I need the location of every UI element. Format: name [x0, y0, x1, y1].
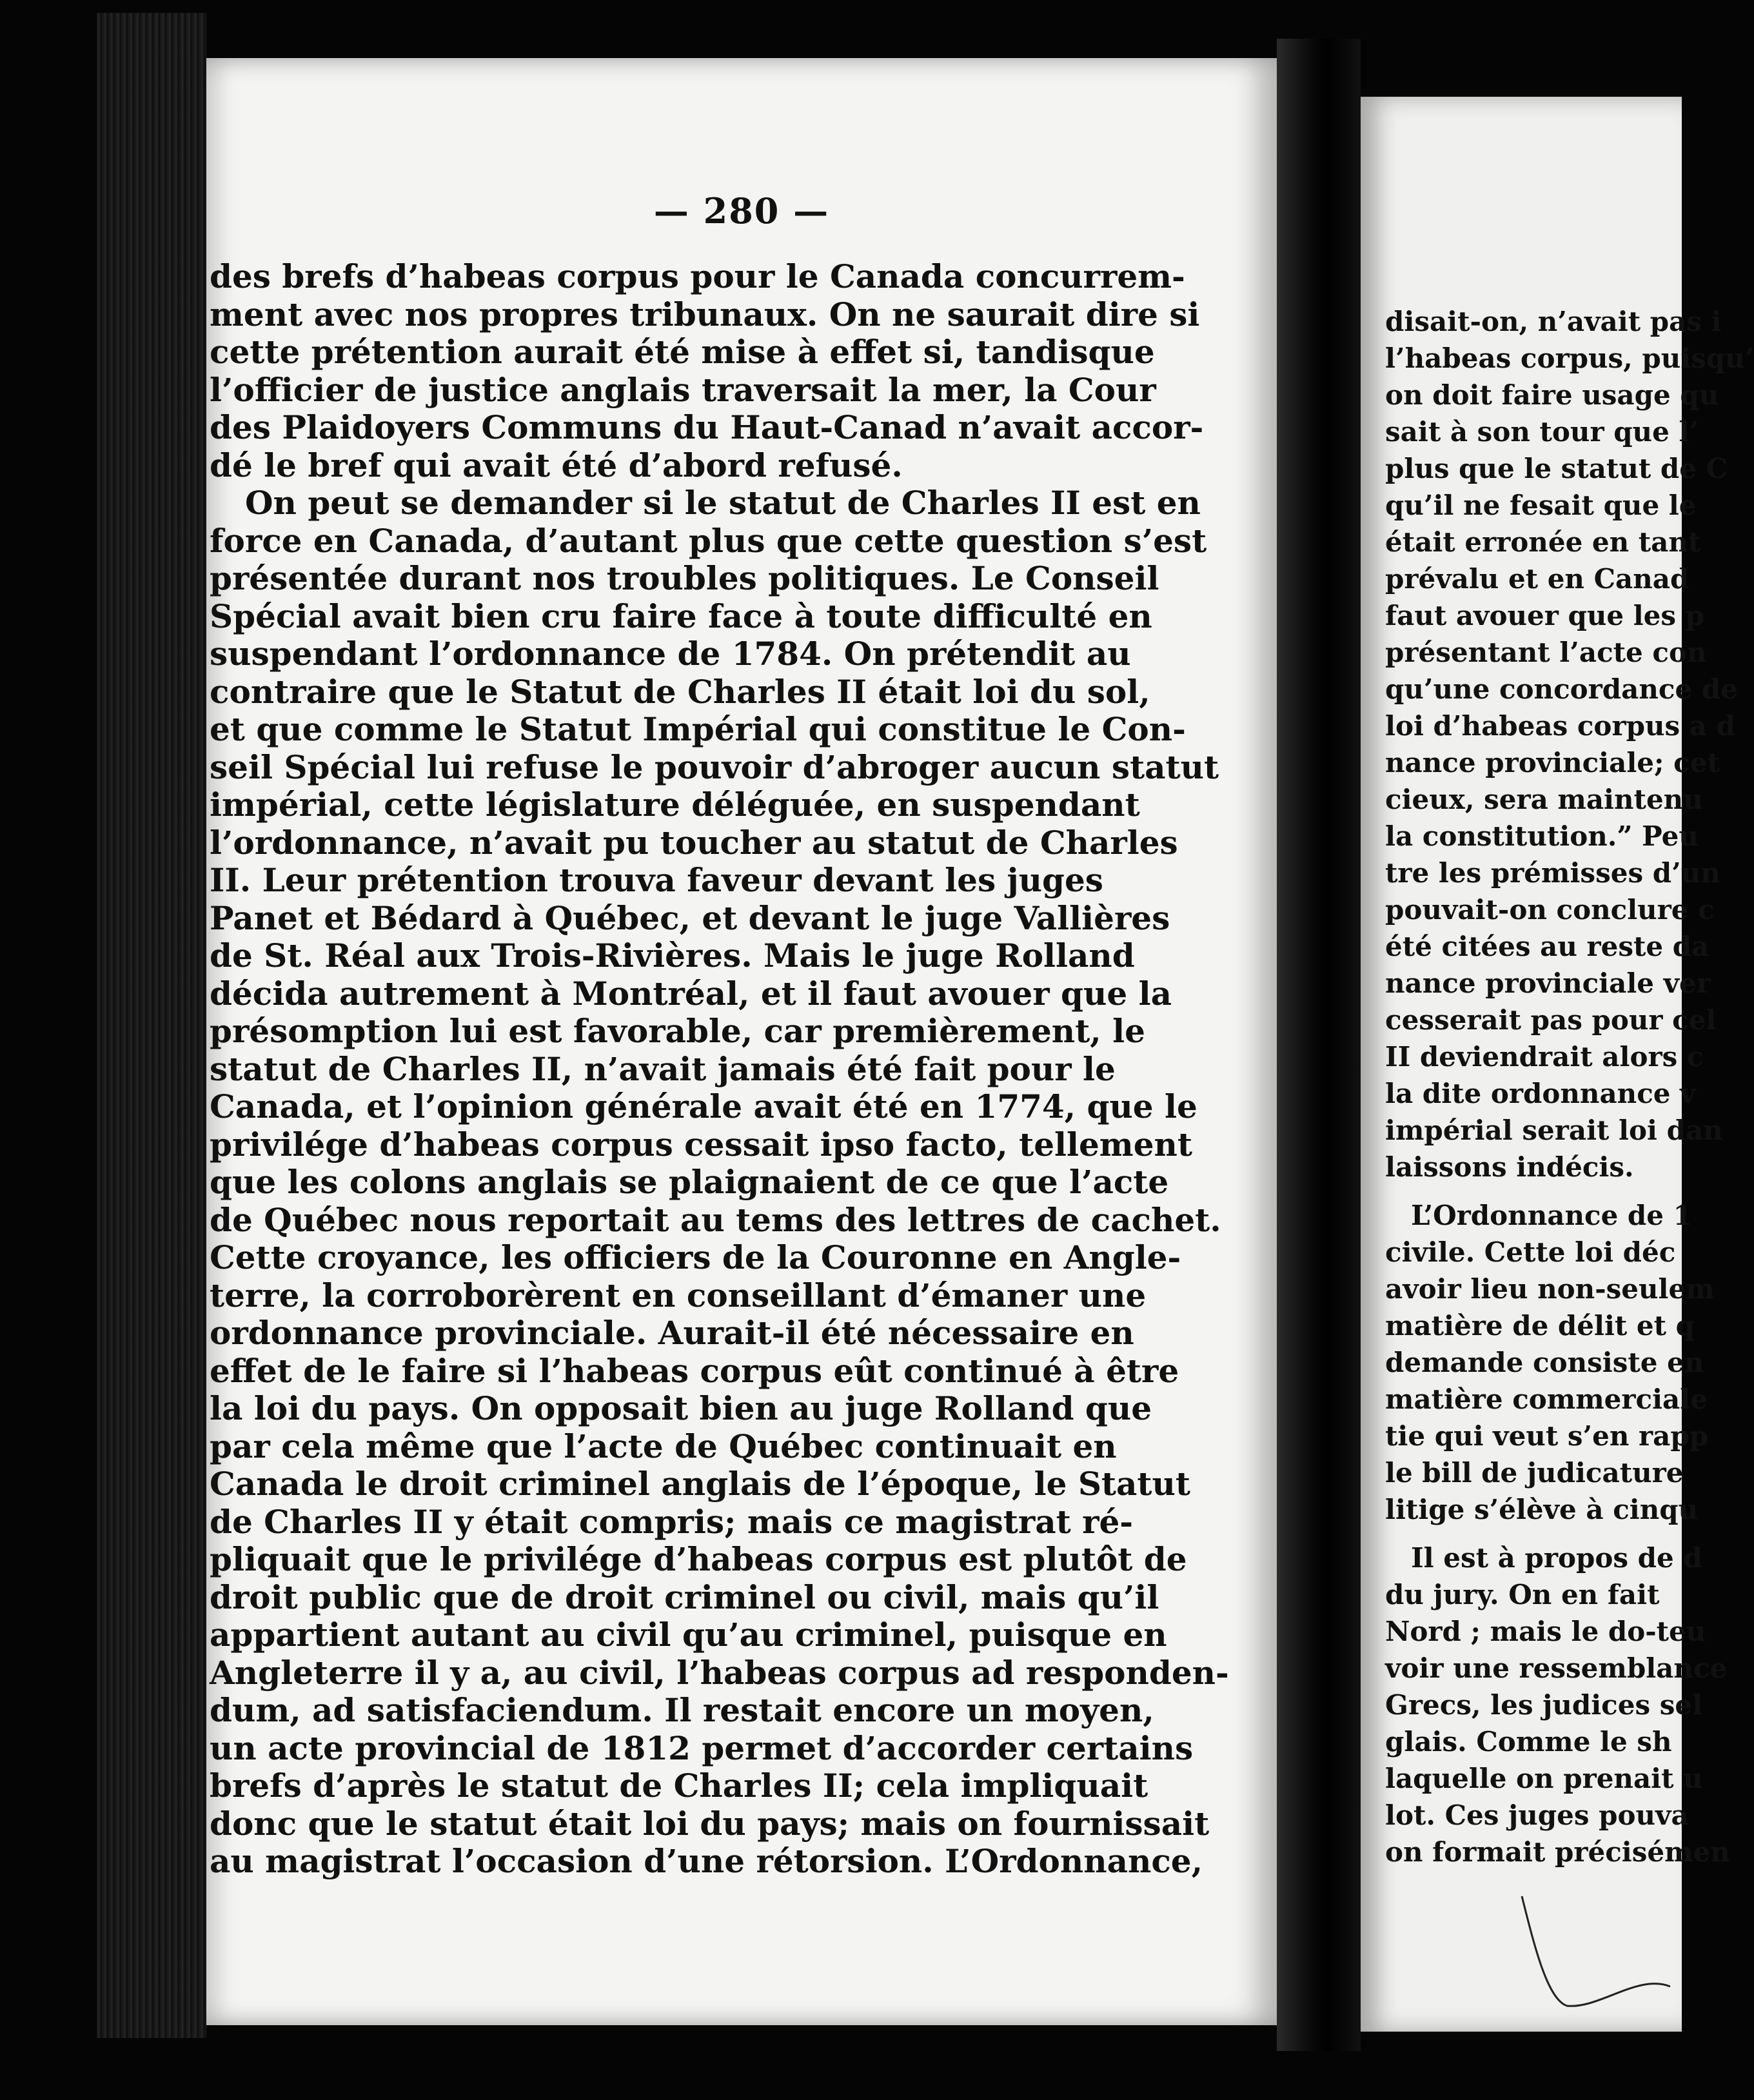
text-line: laquelle on prenait u: [1385, 1763, 1703, 1794]
text-line: laissons indécis.: [1385, 1151, 1634, 1183]
text-line: du jury. On en fait: [1385, 1579, 1660, 1610]
text-line: présentant l’acte con: [1385, 637, 1707, 668]
text-line: droit public que de droit criminel ou civil, mais qu’il: [210, 1578, 1159, 1616]
text-line: appartient autant au civil qu’au criminel, puisque en: [210, 1616, 1167, 1654]
text-line: dum, ad satisfaciendum. Il restait encore un moyen,: [210, 1691, 1154, 1729]
text-line: L’Ordonnance de 1: [1411, 1200, 1692, 1231]
text-line: plus que le statut de C: [1385, 453, 1728, 484]
text-line: seil Spécial lui refuse le pouvoir d’abroger aucun statut: [210, 748, 1219, 786]
text-line: la dite ordonnance v: [1385, 1078, 1696, 1109]
text-line: que les colons anglais se plaignaient de ce que l’acte: [210, 1163, 1169, 1201]
text-line: l’habeas corpus, puisqu’: [1385, 342, 1754, 374]
text-line: Canada le droit criminel anglais de l’époque, le Statut: [210, 1465, 1190, 1503]
text-line: impérial, cette législature déléguée, en suspendant: [210, 786, 1140, 824]
text-line: présentée durant nos troubles politiques. Le Conseil: [210, 559, 1159, 597]
text-line: Canada, et l’opinion générale avait été en 1774, que le: [210, 1087, 1197, 1125]
text-line: de Québec nous reportait au tems des lettres de cachet.: [210, 1200, 1221, 1239]
text-line: l’ordonnance, n’avait pu toucher au statut de Charles: [210, 823, 1178, 862]
page-number: — 280 —: [653, 190, 830, 232]
text-line: sait à son tour que l’: [1385, 416, 1699, 448]
text-line: on doit faire usage qu: [1385, 379, 1719, 411]
text-line: on formait précisémen: [1385, 1836, 1730, 1868]
text-line: par cela même que l’acte de Québec continuait en: [210, 1427, 1117, 1465]
text-line: force en Canada, d’autant plus que cette question s’est: [210, 521, 1207, 560]
text-line: effet de le faire si l’habeas corpus eût continué à être: [210, 1351, 1179, 1390]
text-line: nance provinciale ver: [1385, 967, 1711, 999]
text-line: tie qui veut s’en rapp: [1385, 1420, 1709, 1452]
book-fore-edge: [97, 13, 206, 2038]
text-line: de St. Réal aux Trois-Rivières. Mais le juge Rolland: [210, 936, 1135, 975]
text-line: Il est à propos de d: [1411, 1542, 1702, 1574]
text-line: impérial serait loi dan: [1385, 1114, 1723, 1146]
text-line: faut avouer que les p: [1385, 600, 1705, 631]
text-line: ment avec nos propres tribunaux. On ne saurait dire si: [210, 295, 1200, 333]
text-line: Nord ; mais le do-teu: [1385, 1616, 1706, 1647]
paragraph-gap: [1385, 1528, 1688, 1540]
text-line: Panet et Bédard à Québec, et devant le juge Vallières: [210, 898, 1170, 937]
text-line: contraire que le Statut de Charles II était loi du sol,: [210, 672, 1150, 711]
text-line: demande consiste en: [1385, 1347, 1704, 1378]
text-line: pliquait que le privilége d’habeas corpus est plutôt de: [210, 1540, 1187, 1578]
text-line: dé le bref qui avait été d’abord refusé.: [210, 446, 903, 484]
text-line: cieux, sera maintenu: [1385, 784, 1703, 815]
text-line: terre, la corroborèrent en conseillant d’émaner une: [210, 1276, 1147, 1314]
text-line: décida autrement à Montréal, et il faut avouer que la: [210, 974, 1172, 1013]
text-line: été citées au reste da: [1385, 931, 1710, 962]
text-line: II deviendrait alors c: [1385, 1041, 1704, 1073]
text-line: un acte provincial de 1812 permet d’accorder certains: [210, 1729, 1194, 1767]
ink-mark: [1509, 1857, 1677, 2012]
text-line: statut de Charles II, n’avait jamais été fait pour le: [210, 1049, 1116, 1088]
text-line: loi d’habeas corpus a d: [1385, 710, 1735, 742]
text-line: Angleterre il y a, au civil, l’habeas corpus ad responden-: [210, 1653, 1229, 1692]
text-line: la loi du pays. On opposait bien au juge Rolland que: [210, 1389, 1152, 1427]
text-line: Grecs, les judices sel: [1385, 1689, 1703, 1721]
paragraph-gap: [1385, 1185, 1688, 1197]
text-line: lot. Ces juges pouva: [1385, 1799, 1689, 1831]
text-line: l’officier de justice anglais traversait la mer, la Cour: [210, 370, 1156, 409]
text-line: disait-on, n’avait pas i: [1385, 306, 1722, 337]
text-line: glais. Comme le sh: [1385, 1726, 1672, 1758]
text-line: Spécial avait bien cru faire face à toute difficulté en: [210, 597, 1152, 635]
text-line: On peut se demander si le statut de Charles II est en: [245, 484, 1201, 522]
text-line: privilége d’habeas corpus cessait ipso facto, tellement: [210, 1125, 1192, 1164]
text-line: cesserait pas pour cel: [1385, 1004, 1717, 1036]
text-line: litige s’élève à cinqu: [1385, 1494, 1699, 1525]
left-page-text: [210, 258, 1254, 1881]
text-line: au magistrat l’occasion d’une rétorsion. L’Ordonnance,: [210, 1842, 1203, 1880]
text-line: avoir lieu non-seulem: [1385, 1273, 1715, 1305]
text-line: tre les prémisses d’un: [1385, 857, 1720, 889]
text-line: de Charles II y était compris; mais ce magistrat ré-: [210, 1502, 1134, 1541]
text-line: des Plaidoyers Communs du Haut-Canad n’avait accor-: [210, 408, 1204, 446]
text-line: était erronée en tant: [1385, 526, 1701, 558]
right-page-text: [1385, 303, 1754, 1870]
text-line: II. Leur prétention trouva faveur devant les juges: [210, 861, 1103, 899]
text-line: nance provinciale; cet: [1385, 747, 1720, 778]
text-line: suspendant l’ordonnance de 1784. On prétendit au: [210, 635, 1131, 673]
text-line: ordonnance provinciale. Aurait-il été nécessaire en: [210, 1314, 1134, 1352]
text-line: civile. Cette loi déc: [1385, 1236, 1676, 1268]
book-gutter: [1277, 39, 1361, 2051]
text-line: donc que le statut était loi du pays; mais on fournissait: [210, 1804, 1210, 1843]
text-line: des brefs d’habeas corpus pour le Canada concurrem-: [210, 257, 1185, 295]
text-line: matière commerciale: [1385, 1383, 1708, 1415]
text-line: la constitution.” Peu: [1385, 820, 1699, 852]
text-line: pouvait-on conclure c: [1385, 894, 1715, 926]
text-line: qu’il ne fesait que le: [1385, 490, 1697, 521]
text-line: prévalu et en Canad: [1385, 563, 1690, 595]
text-line: Cette croyance, les officiers de la Couronne en Angle-: [210, 1238, 1181, 1276]
text-line: brefs d’après le statut de Charles II; cela impliquait: [210, 1767, 1148, 1805]
text-line: qu’une concordance de: [1385, 673, 1738, 705]
text-line: présomption lui est favorable, car premièrement, le: [210, 1012, 1145, 1050]
text-line: voir une ressemblance: [1385, 1652, 1728, 1684]
text-line: et que comme le Statut Impérial qui constitue le Con-: [210, 710, 1186, 748]
text-line: le bill de judicature: [1385, 1457, 1684, 1489]
text-line: matière de délit et q: [1385, 1310, 1695, 1342]
text-line: cette prétention aurait été mise à effet si, tandisque: [210, 333, 1155, 371]
